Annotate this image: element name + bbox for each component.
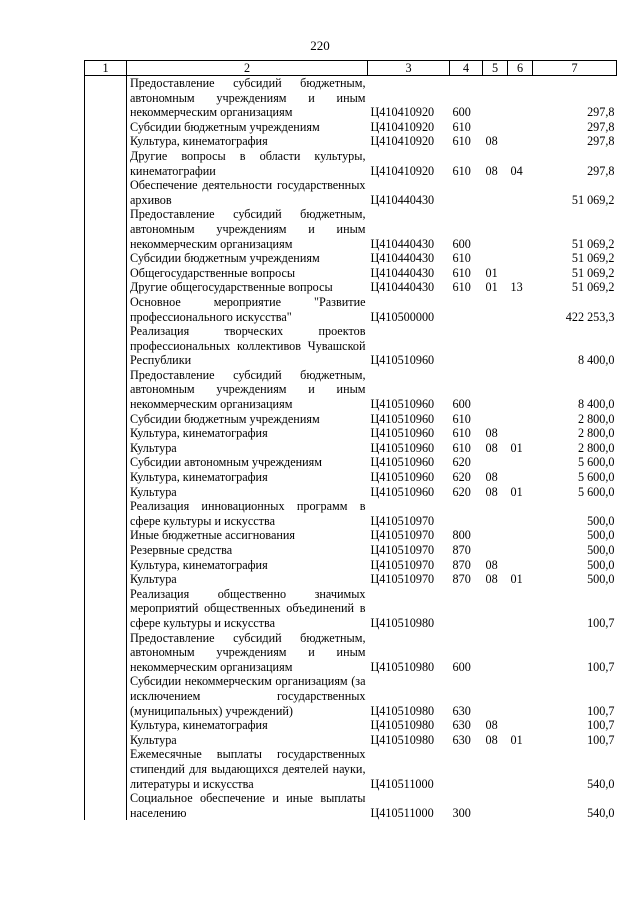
index-cell [85, 441, 127, 456]
index-cell [85, 412, 127, 427]
section-cell [483, 324, 508, 368]
table-row [85, 266, 617, 281]
code-cell: Ц410511000 [370, 776, 434, 791]
table-row [85, 718, 617, 733]
header-row [85, 61, 617, 76]
name-cell: Культура, кинематография [130, 426, 268, 441]
table-row [85, 747, 617, 791]
expense-type-cell [450, 324, 483, 368]
amount-cell: 297,8 [587, 163, 615, 178]
code-cell: Ц410440430 [370, 236, 435, 251]
expense-type-cell: 610 [452, 119, 471, 134]
name-cell: Культура [130, 732, 177, 747]
table-row [85, 178, 617, 207]
index-cell [85, 543, 127, 558]
code-cell: Ц410510960 [370, 353, 435, 368]
subsection-cell [508, 120, 533, 135]
code-cell: Ц410440430 [370, 251, 435, 266]
index-cell [85, 631, 127, 675]
table-row [85, 76, 617, 120]
expense-type-cell: 630 [452, 718, 471, 733]
expense-type-cell: 610 [452, 265, 471, 280]
table-row [85, 587, 617, 631]
page-number: 220 [310, 38, 330, 53]
name-cell: Субсидии автономным учреждениям [130, 455, 322, 470]
index-cell [85, 324, 127, 368]
code-cell: Ц410510960 [370, 411, 435, 426]
subsection-cell: 01 [510, 572, 523, 587]
amount-cell: 422 253,3 [565, 309, 615, 324]
subsection-cell [508, 295, 533, 324]
code-cell: Ц410510960 [370, 455, 435, 470]
code-cell: Ц410510980 [370, 703, 435, 718]
section-cell [483, 528, 508, 543]
expense-type-cell: 870 [452, 543, 471, 557]
table-row [85, 251, 617, 266]
header-cell: 6 [508, 61, 533, 76]
index-cell [85, 455, 127, 470]
index-cell [85, 76, 127, 120]
section-cell [483, 631, 508, 675]
code-cell: Ц410510960 [370, 426, 435, 441]
amount-cell: 51 069,2 [571, 265, 615, 280]
table-row [85, 280, 617, 295]
subsection-cell [508, 76, 533, 120]
code-cell: Ц410510970 [370, 572, 435, 587]
expense-type-cell: 610 [452, 251, 471, 266]
expense-type-cell: 620 [452, 455, 471, 470]
expense-type-cell: 610 [452, 426, 471, 441]
section-cell: 01 [485, 265, 498, 280]
subsection-cell [508, 251, 533, 266]
table-row [85, 485, 617, 500]
table-row [85, 543, 617, 558]
section-cell [483, 674, 508, 718]
index-cell [85, 747, 127, 791]
name-cell: Культура, кинематография [130, 718, 268, 733]
amount-cell: 100,7 [587, 732, 615, 747]
amount-cell: 100,7 [587, 615, 615, 630]
name-cell: Реализация творческих проектов профессиональных коллективов Чувашской Республики [130, 324, 366, 368]
section-cell: 08 [485, 426, 498, 441]
code-cell: Ц410510970 [370, 513, 435, 528]
table-row [85, 528, 617, 543]
code-cell: Ц410511000 [370, 805, 434, 820]
name-cell: Предоставление субсидий бюджетным, автономным учреждениям и иным некоммерческим организациям [130, 367, 366, 412]
table-row [85, 631, 617, 675]
amount-cell: 8 400,0 [577, 397, 615, 412]
amount-cell: 51 069,2 [571, 192, 615, 207]
code-cell: Ц410410920 [370, 163, 435, 178]
name-cell: Культура, кинематография [130, 134, 268, 149]
amount-cell: 51 069,2 [571, 251, 615, 266]
section-cell [483, 295, 508, 324]
expense-type-cell: 610 [452, 411, 471, 426]
index-cell [85, 718, 127, 733]
table-row [85, 412, 617, 427]
index-cell [85, 280, 127, 295]
header-cell: 1 [85, 61, 127, 76]
index-cell [85, 674, 127, 718]
name-cell: Культура, кинематография [130, 557, 268, 572]
name-cell: Культура [130, 440, 177, 455]
name-cell: Субсидии бюджетным учреждениям [130, 119, 320, 134]
subsection-cell [508, 747, 533, 791]
index-cell [85, 470, 127, 485]
expense-type-cell: 610 [452, 163, 471, 178]
amount-cell: 2 800,0 [577, 440, 615, 455]
expense-type-cell: 600 [452, 105, 471, 120]
index-cell [85, 426, 127, 441]
index-cell [85, 528, 127, 543]
section-cell: 08 [485, 557, 498, 572]
amount-cell: 8 400,0 [577, 353, 615, 368]
expense-type-cell: 610 [452, 440, 471, 455]
name-cell: Реализация общественно значимых мероприятий общественных объединений в сфере культуры и искусства [130, 586, 366, 630]
name-cell: Предоставление субсидий бюджетным, автономным учреждениям и иным некоммерческим организациям [130, 630, 366, 674]
table-row [85, 470, 617, 485]
index-cell [85, 207, 127, 251]
index-cell [85, 120, 127, 135]
table-row [85, 674, 617, 718]
code-cell: Ц410510960 [370, 470, 435, 485]
name-cell: Предоставление субсидий бюджетным, автономным учреждениям и иным некоммерческим организациям [130, 76, 366, 120]
subsection-cell [508, 470, 533, 485]
code-cell: Ц410410920 [370, 119, 435, 134]
amount-cell: 500,0 [587, 528, 615, 543]
table-row [85, 499, 617, 528]
subsection-cell [508, 324, 533, 368]
section-cell [483, 368, 508, 412]
code-cell: Ц410510960 [370, 484, 435, 499]
amount-cell: 297,8 [587, 119, 615, 134]
code-cell: Ц410510970 [370, 528, 435, 543]
subsection-cell [508, 455, 533, 470]
expense-type-cell [450, 499, 483, 528]
index-cell [85, 149, 127, 178]
budget-table [84, 60, 617, 820]
subsection-cell [508, 631, 533, 675]
amount-cell: 5 600,0 [577, 484, 615, 499]
table-row [85, 149, 617, 178]
table-row [85, 572, 617, 587]
table-header [85, 61, 617, 76]
table-row [85, 368, 617, 412]
index-cell [85, 558, 127, 573]
name-cell: Обеспечение деятельности государственных архивов [130, 178, 366, 207]
amount-cell: 500,0 [587, 513, 615, 528]
subsection-cell [508, 674, 533, 718]
name-cell: Субсидии некоммерческим организациям (за исключением государственных (муниципальных) учреждений) [130, 674, 366, 718]
amount-cell: 100,7 [587, 659, 615, 674]
section-cell [483, 76, 508, 120]
name-cell: Культура [130, 572, 177, 587]
index-cell [85, 733, 127, 748]
amount-cell: 51 069,2 [571, 236, 615, 251]
expense-type-cell: 870 [452, 572, 471, 587]
amount-cell: 100,7 [587, 718, 615, 733]
section-cell: 08 [485, 484, 498, 499]
expense-type-cell: 600 [452, 659, 471, 674]
amount-cell: 5 600,0 [577, 470, 615, 485]
table-row [85, 324, 617, 368]
header-cell: 5 [483, 61, 508, 76]
section-cell: 08 [485, 572, 498, 587]
index-cell [85, 134, 127, 149]
subsection-cell [508, 499, 533, 528]
subsection-cell: 13 [510, 280, 523, 295]
subsection-cell [508, 718, 533, 733]
section-cell [483, 587, 508, 631]
table-row [85, 207, 617, 251]
subsection-cell [508, 587, 533, 631]
code-cell: Ц410510970 [370, 557, 435, 572]
section-cell [483, 120, 508, 135]
code-cell: Ц410510960 [370, 440, 435, 455]
amount-cell: 2 800,0 [577, 426, 615, 441]
section-cell: 08 [485, 134, 498, 149]
table-row [85, 120, 617, 135]
index-cell [85, 368, 127, 412]
subsection-cell: 01 [510, 440, 523, 455]
amount-cell: 540,0 [587, 805, 615, 820]
section-cell [483, 455, 508, 470]
amount-cell: 5 600,0 [577, 455, 615, 470]
name-cell: Культура, кинематография [130, 470, 268, 485]
section-cell: 08 [485, 163, 498, 178]
index-cell [85, 572, 127, 587]
section-cell: 08 [485, 718, 498, 733]
section-cell [483, 499, 508, 528]
subsection-cell [508, 134, 533, 149]
code-cell: Ц410510960 [370, 397, 435, 412]
subsection-cell: 01 [510, 732, 523, 747]
header-cell: 2 [127, 61, 368, 76]
table-body [85, 76, 617, 821]
code-cell: Ц410510970 [370, 543, 435, 557]
section-cell [483, 207, 508, 251]
subsection-cell [508, 266, 533, 281]
expense-type-cell [450, 295, 483, 324]
subsection-cell [508, 412, 533, 427]
expense-type-cell: 630 [452, 732, 471, 747]
code-cell: Ц410440430 [370, 192, 435, 207]
expense-type-cell: 300 [452, 805, 471, 820]
index-cell [85, 178, 127, 207]
table-row [85, 441, 617, 456]
subsection-cell: 01 [510, 484, 523, 499]
name-cell: Социальное обеспечение и иные выплаты населению [130, 791, 366, 820]
name-cell: Ежемесячные выплаты государственных стипендий для выдающихся деятелей науки, литературы и искусства [130, 747, 366, 791]
index-cell [85, 485, 127, 500]
expense-type-cell: 610 [452, 134, 471, 149]
subsection-cell [508, 558, 533, 573]
section-cell [483, 178, 508, 207]
section-cell [483, 543, 508, 558]
amount-cell: 51 069,2 [571, 280, 615, 295]
subsection-cell [508, 426, 533, 441]
subsection-cell [508, 178, 533, 207]
section-cell: 08 [485, 470, 498, 485]
amount-cell: 2 800,0 [577, 411, 615, 426]
header-cell: 7 [533, 61, 617, 76]
code-cell: Ц410440430 [370, 280, 435, 295]
expense-type-cell [450, 178, 483, 207]
name-cell: Резервные средства [130, 543, 233, 557]
expense-type-cell [450, 587, 483, 631]
subsection-cell [508, 543, 533, 558]
expense-type-cell: 620 [452, 470, 471, 485]
header-cell: 4 [450, 61, 483, 76]
section-cell [483, 251, 508, 266]
amount-cell: 500,0 [587, 557, 615, 572]
section-cell [483, 791, 508, 820]
expense-type-cell: 870 [452, 557, 471, 572]
code-cell: Ц410510980 [370, 718, 435, 733]
expense-type-cell: 610 [452, 280, 471, 295]
expense-type-cell: 600 [452, 236, 471, 251]
index-cell [85, 791, 127, 820]
name-cell: Иные бюджетные ассигнования [130, 528, 296, 543]
section-cell: 08 [485, 732, 498, 747]
subsection-cell [508, 528, 533, 543]
code-cell: Ц410510980 [370, 732, 435, 747]
name-cell: Субсидии бюджетным учреждениям [130, 251, 320, 266]
code-cell: Ц410410920 [370, 134, 435, 149]
table-row [85, 791, 617, 820]
subsection-cell [508, 207, 533, 251]
index-cell [85, 587, 127, 631]
expense-type-cell: 620 [452, 484, 471, 499]
index-cell [85, 266, 127, 281]
name-cell: Реализация инновационных программ в сфере культуры и искусства [130, 499, 366, 528]
table-row [85, 295, 617, 324]
subsection-cell [508, 791, 533, 820]
table-row [85, 558, 617, 573]
name-cell: Другие вопросы в области культуры, кинематографии [130, 148, 366, 178]
table-row [85, 455, 617, 470]
table-row [85, 134, 617, 149]
expense-type-cell: 600 [452, 397, 471, 412]
code-cell: Ц410440430 [370, 265, 435, 280]
name-cell: Предоставление субсидий бюджетным, автономным учреждениям и иным некоммерческим организациям [130, 207, 366, 251]
section-cell: 01 [485, 280, 498, 295]
index-cell [85, 295, 127, 324]
table-row [85, 733, 617, 748]
table-row [85, 426, 617, 441]
code-cell: Ц410510980 [370, 659, 435, 674]
section-cell [483, 412, 508, 427]
subsection-cell [508, 368, 533, 412]
name-cell: Другие общегосударственные вопросы [130, 280, 333, 295]
amount-cell: 297,8 [587, 134, 615, 149]
expense-type-cell: 630 [452, 703, 471, 718]
code-cell: Ц410410920 [370, 105, 435, 120]
name-cell: Основное мероприятие "Развитие профессионального искусства" [130, 294, 366, 324]
amount-cell: 100,7 [587, 703, 615, 718]
expense-type-cell: 800 [452, 528, 471, 543]
amount-cell: 500,0 [587, 572, 615, 587]
name-cell: Культура [130, 484, 177, 499]
amount-cell: 540,0 [587, 776, 615, 791]
section-cell [483, 747, 508, 791]
name-cell: Общегосударственные вопросы [130, 265, 296, 280]
subsection-cell: 04 [510, 163, 523, 178]
amount-cell: 297,8 [587, 105, 615, 120]
name-cell: Субсидии бюджетным учреждениям [130, 411, 320, 426]
amount-cell: 500,0 [587, 543, 615, 557]
code-cell: Ц410510980 [370, 615, 435, 630]
code-cell: Ц410500000 [370, 309, 435, 324]
index-cell [85, 251, 127, 266]
expense-type-cell [450, 747, 483, 791]
header-cell: 3 [368, 61, 450, 76]
index-cell [85, 499, 127, 528]
section-cell: 08 [485, 440, 498, 455]
